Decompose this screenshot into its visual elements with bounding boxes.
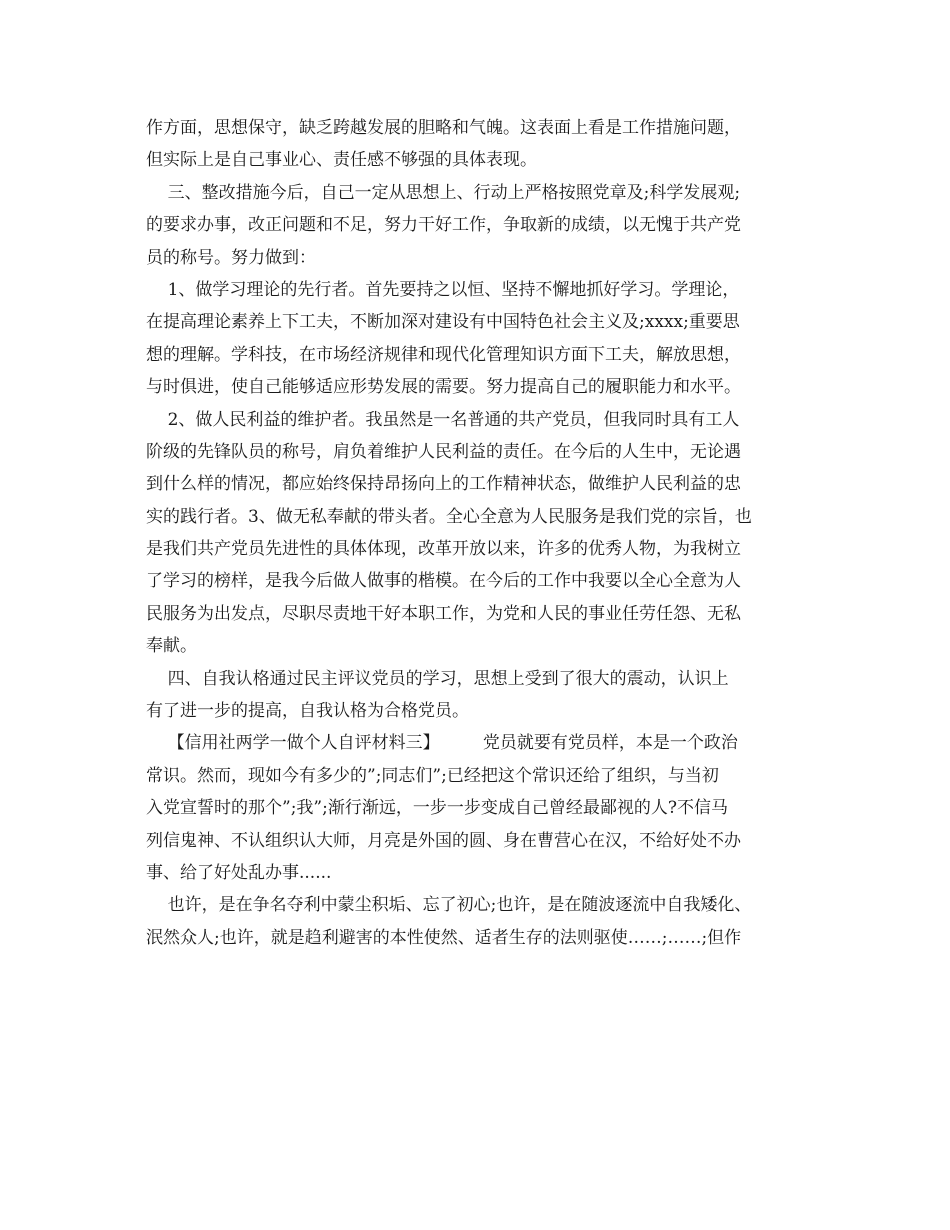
text-line: 员的称号。努力做到： [146,247,316,268]
text-line: 想的理解。学科技，在市场经济规律和现代化管理知识方面下工夫，解放思想， [146,344,741,365]
text-line: 奉献。 [146,636,197,657]
text-line: 1、做学习理论的先行者。首先要持之以恒、坚持不懈地抓好学习。学理论， [146,279,740,300]
text-line: 实的践行者。3、做无私奉献的带头者。全心全意为人民服务是我们党的宗旨，也 [146,506,752,527]
text-line: 【信用社两学一做个人自评材料三】 党员就要有党员样，本是一个政治 [146,733,738,754]
text-line: 到什么样的情况，都应始终保持昂扬向上的工作精神状态，做维护人民利益的忠 [146,474,741,495]
text-line: 作方面，思想保守，缺乏跨越发展的胆略和气魄。这表面上看是工作措施问题， [146,118,741,138]
text-line: 常识。然而，现如今有多少的”;同志们”;已经把这个常识还给了组织，与当初 [146,765,719,786]
document-body [146,112,826,954]
text-line: 事、给了好处乱办事...... [146,862,332,883]
text-line: 在提高理论素养上下工夫，不断加深对建设有中国特色社会主义及;xxxx;重要思 [146,312,740,333]
text-line: 入党宣誓时的那个”;我”;渐行渐远，一步一步变成自己曾经最鄙视的人?不信马 [146,798,728,819]
text-line: 民服务为出发点，尽职尽责地干好本职工作，为党和人民的事业任劳任怨、无私 [146,603,741,624]
text-line: 了学习的榜样，是我今后做人做事的楷模。在今后的工作中我要以全心全意为人 [146,571,741,592]
text-line: 2、做人民利益的维护者。我虽然是一名普通的共产党员，但我同时具有工人 [146,409,740,430]
text-line: 与时俱进，使自己能够适应形势发展的需要。努力提高自己的履职能力和水平。 [146,377,741,398]
text-line: 是我们共产党员先进性的具体体现，改革开放以来，许多的优秀人物，为我树立 [146,539,741,560]
text-line: 泯然众人;也许，就是趋利避害的本性使然、适者生存的法则驱使……;……;但作 [146,927,742,948]
text-line: 但实际上是自己事业心、责任感不够强的具体表现。 [146,150,537,171]
text-line: 列信鬼神、不认组织认大师，月亮是外国的圆、身在曹营心在汉，不给好处不办 [146,830,741,851]
text-line: 也许，是在争名夺利中蒙尘积垢、忘了初心;也许，是在随波逐流中自我矮化、 [146,895,752,916]
text-line: 有了进一步的提高，自我认格为合格党员。 [146,701,469,722]
text-line: 阶级的先锋队员的称号，肩负着维护人民利益的责任。在今后的人生中，无论遇 [146,441,741,462]
text-line: 的要求办事，改正问题和不足，努力干好工作，争取新的成绩，以无愧于共产党 [146,215,741,236]
text-line: 三、整改措施今后，自己一定从思想上、行动上严格按照党章及;科学发展观; [146,182,741,203]
text-line: 四、自我认格通过民主评议党员的学习，思想上受到了很大的震动，认识上 [146,668,729,689]
